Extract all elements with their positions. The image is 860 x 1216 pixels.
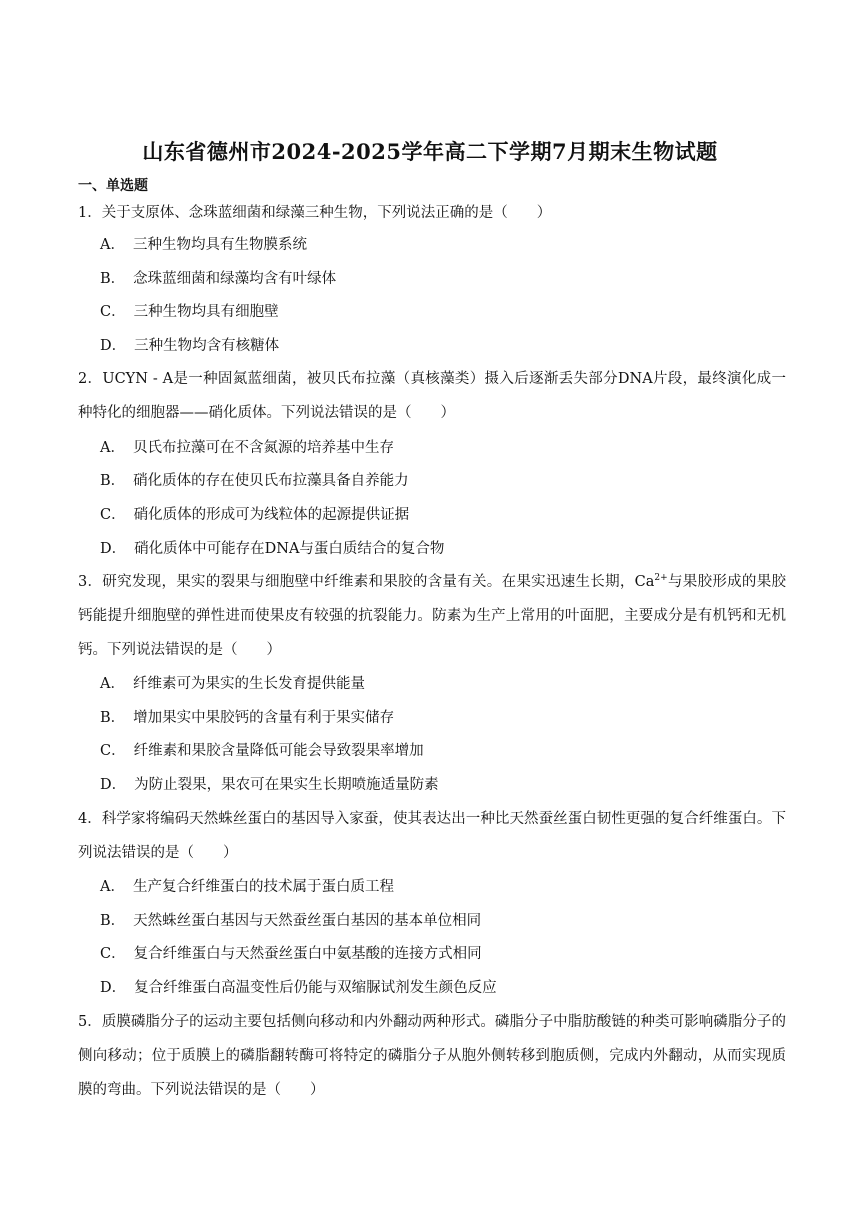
question-2-option-b[interactable] (100, 471, 780, 491)
option-letter: D． (100, 338, 127, 354)
option-letter: C． (100, 946, 126, 962)
option-letter: B． (100, 710, 126, 726)
question-5-stem: 5．质膜磷脂分子的运动主要包括侧向移动和内外翻动两种形式。磷脂分子中脂肪酸链的种类可影响磷脂分子的侧向移动；位于质膜上的磷脂翻转酶可将特定的磷脂分子从胞外侧转移到胞质侧，完成内外翻动，从而实现质膜的弯曲。下列说法错误的是（ ） (78, 1014, 786, 1098)
question-4-option-a[interactable] (100, 877, 780, 897)
option-text: 复合纤维蛋白高温变性后仍能与双缩脲试剂发生颜色反应 (134, 980, 497, 996)
page-title: 山东省德州市2024-2025学年高二下学期7月期末生物试题 (142, 139, 718, 164)
option-text: 硝化质体的形成可为线粒体的起源提供证据 (133, 507, 410, 523)
option-letter: D． (100, 980, 127, 996)
option-text: 纤维素和果胶含量降低可能会导致裂果率增加 (133, 743, 424, 759)
question-3-option-b[interactable] (100, 708, 780, 728)
question-1-option-c[interactable] (100, 302, 780, 322)
option-text: 生产复合纤维蛋白的技术属于蛋白质工程 (132, 879, 394, 895)
question-3-stem-part-1: 3．研究发现，果实的裂果与细胞壁中纤维素和果胶的含量有关。在果实迅速生长期，Ca (78, 574, 655, 590)
option-letter: A． (100, 237, 125, 253)
option-text: 贝氏布拉藻可在不含氮源的培养基中生存 (132, 440, 394, 456)
option-text: 三种生物均含有核糖体 (134, 338, 280, 354)
question-3-option-c[interactable] (100, 741, 780, 761)
option-letter: C． (100, 743, 126, 759)
question-2-option-c[interactable] (100, 505, 780, 525)
question-2-stem: 2．UCYN - A是一种固氮蓝细菌，被贝氏布拉藻（真核藻类）摄入后逐渐丢失部分DNA片段，最终演化成一种特化的细胞器——硝化质体。下列说法错误的是（ ） (78, 371, 786, 421)
option-text: 增加果实中果胶钙的含量有利于果实储存 (133, 710, 395, 726)
option-letter: B． (100, 271, 126, 287)
question-1-option-b[interactable] (100, 269, 780, 289)
section-heading: 一、单选题 (78, 178, 148, 194)
question-2-option-d[interactable] (100, 539, 780, 559)
question-4-stem: 4．科学家将编码天然蛛丝蛋白的基因导入家蚕，使其表达出一种比天然蚕丝蛋白韧性更强的复合纤维蛋白。下列说法错误的是（ ） (78, 811, 786, 861)
question-4-option-c[interactable] (100, 944, 780, 964)
question-1-stem: 1．关于支原体、念珠蓝细菌和绿藻三种生物，下列说法正确的是（ ） (78, 205, 552, 221)
calcium-charge-superscript: 2+ (654, 573, 668, 583)
question-1-option-d[interactable] (100, 336, 780, 356)
option-text: 纤维素可为果实的生长发育提供能量 (132, 676, 365, 692)
question-2-option-a[interactable] (100, 438, 780, 458)
question-3-option-d[interactable] (100, 775, 780, 795)
option-letter: D． (100, 541, 127, 557)
option-text: 硝化质体的存在使贝氏布拉藻具备自养能力 (133, 473, 409, 489)
option-text: 念珠蓝细菌和绿藻均含有叶绿体 (133, 271, 337, 287)
option-text: 复合纤维蛋白与天然蚕丝蛋白中氨基酸的连接方式相同 (133, 946, 482, 962)
option-letter: C． (100, 507, 126, 523)
option-letter: C． (100, 304, 126, 320)
option-letter: B． (100, 473, 126, 489)
option-letter: B． (100, 913, 126, 929)
question-4-option-b[interactable] (100, 911, 780, 931)
question-3-stem (78, 565, 786, 667)
option-text: 为防止裂果，果农可在果实生长期喷施适量防素 (134, 777, 439, 793)
option-text: 天然蛛丝蛋白基因与天然蚕丝蛋白基因的基本单位相同 (133, 913, 482, 929)
option-letter: D． (100, 777, 127, 793)
option-letter: A． (100, 879, 125, 895)
option-text: 三种生物均具有细胞壁 (133, 304, 279, 320)
question-3-stem-part-2: 与果胶形成的果胶钙能提升细胞壁的弹性进而使果皮有较强的抗裂能力。防素为生产上常用的叶面肥，主要成分是有机钙和无机钙。下列说法错误的是（ ） (78, 574, 787, 658)
option-letter: A． (100, 676, 125, 692)
question-1-option-a[interactable] (100, 235, 780, 255)
question-4-option-d[interactable] (100, 978, 780, 998)
question-3-option-a[interactable] (100, 674, 780, 694)
option-text: 硝化质体中可能存在DNA与蛋白质结合的复合物 (134, 541, 445, 557)
option-letter: A． (100, 440, 125, 456)
option-text: 三种生物均具有生物膜系统 (132, 237, 307, 253)
